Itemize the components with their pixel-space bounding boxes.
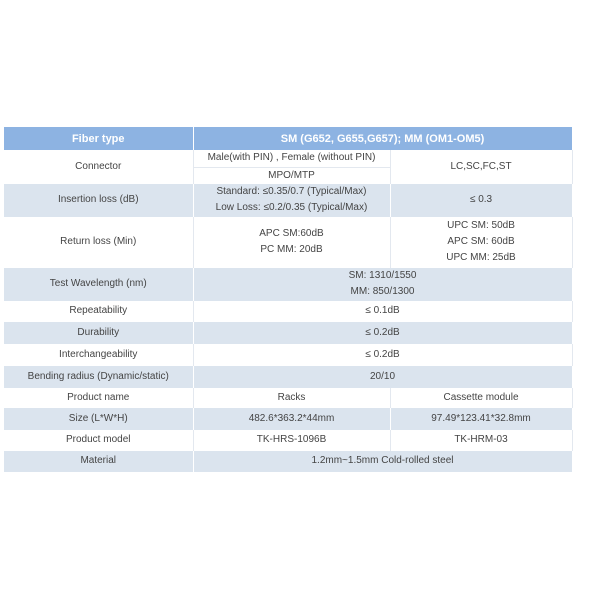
table-row (4, 408, 572, 430)
row-label: Test Wavelength (nm) (4, 268, 193, 301)
row-label: Durability (4, 322, 193, 344)
cell: LC,SC,FC,ST (390, 150, 572, 184)
cell-line: PC MM: 20dB (260, 244, 323, 255)
table-row (4, 268, 572, 301)
table-row (4, 301, 572, 322)
row-label: Size (L*W*H) (4, 408, 193, 430)
row-label: Connector (4, 150, 193, 184)
header-row (4, 127, 572, 150)
cell-line: APC SM:60dB (259, 228, 324, 239)
row-label: Return loss (Min) (4, 217, 193, 268)
row-label: Material (4, 451, 193, 472)
table-row (4, 430, 572, 451)
cell (390, 217, 572, 268)
row-label: Bending radius (Dynamic/static) (4, 366, 193, 388)
cell: ≤ 0.2dB (193, 344, 572, 366)
cell: ≤ 0.3 (390, 184, 572, 217)
cell: 20/10 (193, 366, 572, 388)
row-label: Product model (4, 430, 193, 451)
table-row (4, 217, 572, 268)
cell: Cassette module (390, 388, 572, 408)
table-row (4, 451, 572, 472)
row-label: Repeatability (4, 301, 193, 322)
table-row (4, 184, 572, 217)
cell (193, 184, 390, 217)
row-label: Insertion loss (dB) (4, 184, 193, 217)
cell: TK-HRS-1096B (193, 430, 390, 451)
cell (193, 217, 390, 268)
table-row (4, 388, 572, 408)
row-label: Product name (4, 388, 193, 408)
cell: Racks (193, 388, 390, 408)
cell: TK-HRM-03 (390, 430, 572, 451)
cell-line: UPC MM: 25dB (446, 252, 516, 263)
cell: ≤ 0.2dB (193, 322, 572, 344)
table-row (4, 366, 572, 388)
cell: MPO/MTP (193, 167, 390, 184)
cell-line: SM: 1310/1550 (348, 270, 417, 281)
row-label: Interchangeability (4, 344, 193, 366)
cell: ≤ 0.1dB (193, 301, 572, 322)
table-row (4, 344, 572, 366)
spec-table (4, 127, 573, 472)
cell-line: Low Loss: ≤0.2/0.35 (Typical/Max) (215, 202, 368, 213)
cell-line: MM: 850/1300 (350, 286, 415, 297)
cell: 1.2mm~1.5mm Cold-rolled steel (193, 451, 572, 472)
cell: 97.49*123.41*32.8mm (390, 408, 572, 430)
header-label: Fiber type (4, 127, 193, 150)
cell (193, 268, 572, 301)
cell: 482.6*363.2*44mm (193, 408, 390, 430)
table-row (4, 150, 572, 167)
cell: Male(with PIN) , Female (without PIN) (193, 150, 390, 167)
table-row (4, 322, 572, 344)
header-value: SM (G652, G655,G657); MM (OM1-OM5) (193, 127, 572, 150)
cell-line: UPC SM: 50dB (447, 220, 515, 231)
cell-line: Standard: ≤0.35/0.7 (Typical/Max) (216, 186, 367, 197)
cell-line: APC SM: 60dB (447, 236, 515, 247)
